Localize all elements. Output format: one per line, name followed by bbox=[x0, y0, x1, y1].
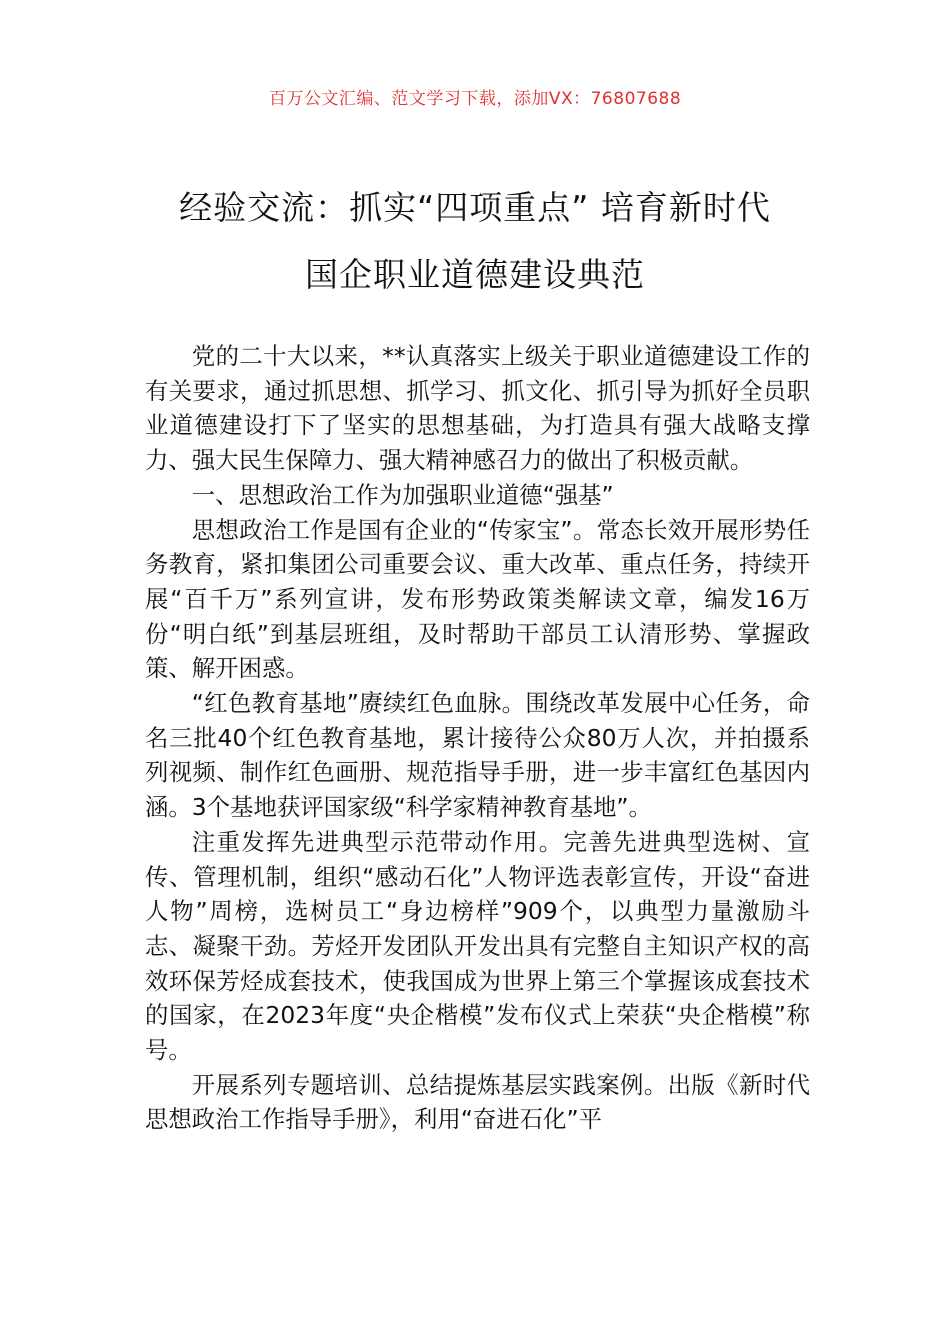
body-paragraph: “红色教育基地”赓续红色血脉。围绕改革发展中心任务，命名三批40个红色教育基地，累计接待公众80万人次，并拍摄系列视频、制作红色画册、规范指导手册，进一步丰富红色基因内涵。3个基地获评国家级“科学家精神教育基地”。 bbox=[145, 689, 810, 822]
body-paragraph: 开展系列专题培训、总结提炼基层实践案例。出版《新时代思想政治工作指导手册》，利用“奋进石化”平 bbox=[145, 1070, 810, 1134]
body-paragraph: 党的二十大以来，**认真落实上级关于职业道德建设工作的有关要求，通过抓思想、抓学习、抓文化、抓引导为抓好全员职业道德建设打下了坚实的思想基础，为打造具有强大战略支撑力、强大民生保障力、强大精神感召力的做出了积极贡献。 bbox=[145, 342, 810, 475]
header-contact-note: 百万公文汇编、范文学习下载，添加VX：76807688 bbox=[268, 89, 682, 109]
document-title-line-1: 经验交流：抓实“四项重点” 培育新时代 bbox=[179, 188, 771, 227]
document-title-line-2: 国企职业道德建设典范 bbox=[305, 255, 645, 294]
body-paragraph: 注重发挥先进典型示范带动作用。完善先进典型选树、宣传、管理机制，组织“感动石化”人物评选表彰宣传，开设“奋进人物”周榜，选树员工“身边榜样”909个，以典型力量激励斗志、凝聚干劲。芳烃开发团队开发出具有完整自主知识产权的高效环保芳烃成套技术，使我国成为世界上第三个掌握该成套技术的国家，在2023年度“央企楷模”发布仪式上荣获“央企楷模”称号。 bbox=[145, 827, 810, 1065]
section-heading: 一、思想政治工作为加强职业道德“强基” bbox=[191, 480, 614, 509]
document-body bbox=[145, 339, 810, 1137]
body-paragraph: 思想政治工作是国有企业的“传家宝”。常态长效开展形势任务教育，紧扣集团公司重要会议、重大改革、重点任务，持续开展“百千万”系列宣讲，发布形势政策类解读文章，编发16万份“明白纸”到基层班组，及时帮助干部员工认清形势、掌握政策、解开困惑。 bbox=[145, 515, 810, 683]
